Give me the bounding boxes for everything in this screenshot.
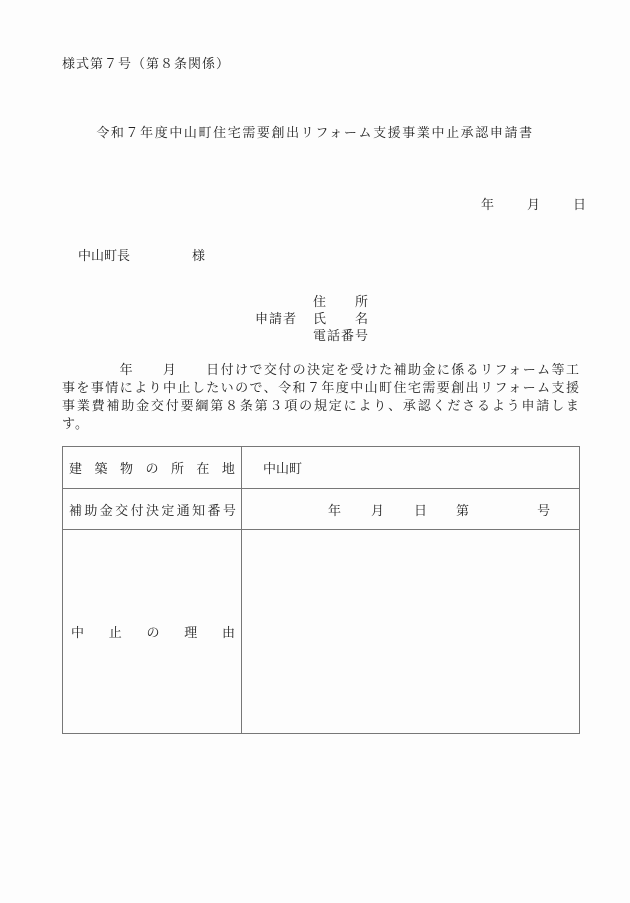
- table-row-notice-number: [63, 489, 580, 530]
- document-title: 令和７年度中山町住宅需要創出リフォーム支援事業中止承認申請書: [96, 126, 534, 141]
- building-location-label: 建 築 物 の 所 在 地: [63, 447, 242, 489]
- cancel-reason-value[interactable]: [242, 530, 580, 734]
- notice-number-label: 補 助 金 交 付 決 定 通 知 番 号: [63, 489, 242, 530]
- cancel-reason-label: 中 止 の 理 由: [63, 530, 242, 734]
- addressee: [78, 245, 205, 264]
- table-row-cancel-reason: [63, 530, 580, 734]
- application-table: [62, 446, 580, 734]
- applicant-heading: 申請者: [255, 312, 298, 327]
- table-row-building-location: [63, 447, 580, 489]
- date-year-label: 年: [481, 198, 495, 213]
- addressee-honorific: 様: [192, 249, 206, 264]
- date-month-label: 月: [527, 198, 541, 213]
- date-day-label: 日: [573, 198, 587, 213]
- notice-number-value[interactable]: 年 月 日 第 号: [242, 489, 580, 530]
- applicant-block: [255, 294, 369, 345]
- date-line: [481, 194, 586, 213]
- applicant-address-label: 住 所: [313, 295, 369, 310]
- building-location-value[interactable]: 中山町: [242, 447, 580, 489]
- addressee-name: 中山町長: [78, 249, 131, 264]
- applicant-phone-label: 電 話 番 号: [313, 329, 370, 344]
- form-number-label: 様式第７号（第８条関係）: [62, 57, 231, 72]
- request-body-text: 年 月 日付けで交付の決定を受けた補助金に係るリフォーム等工事を事情により中止したいので、令和７年度中山町住宅需要創出リフォーム支援事業費補助金交付要綱第８条第３項の規定により、承認くださるよう申請します。: [62, 363, 580, 432]
- applicant-name-label: 氏 名: [313, 312, 369, 327]
